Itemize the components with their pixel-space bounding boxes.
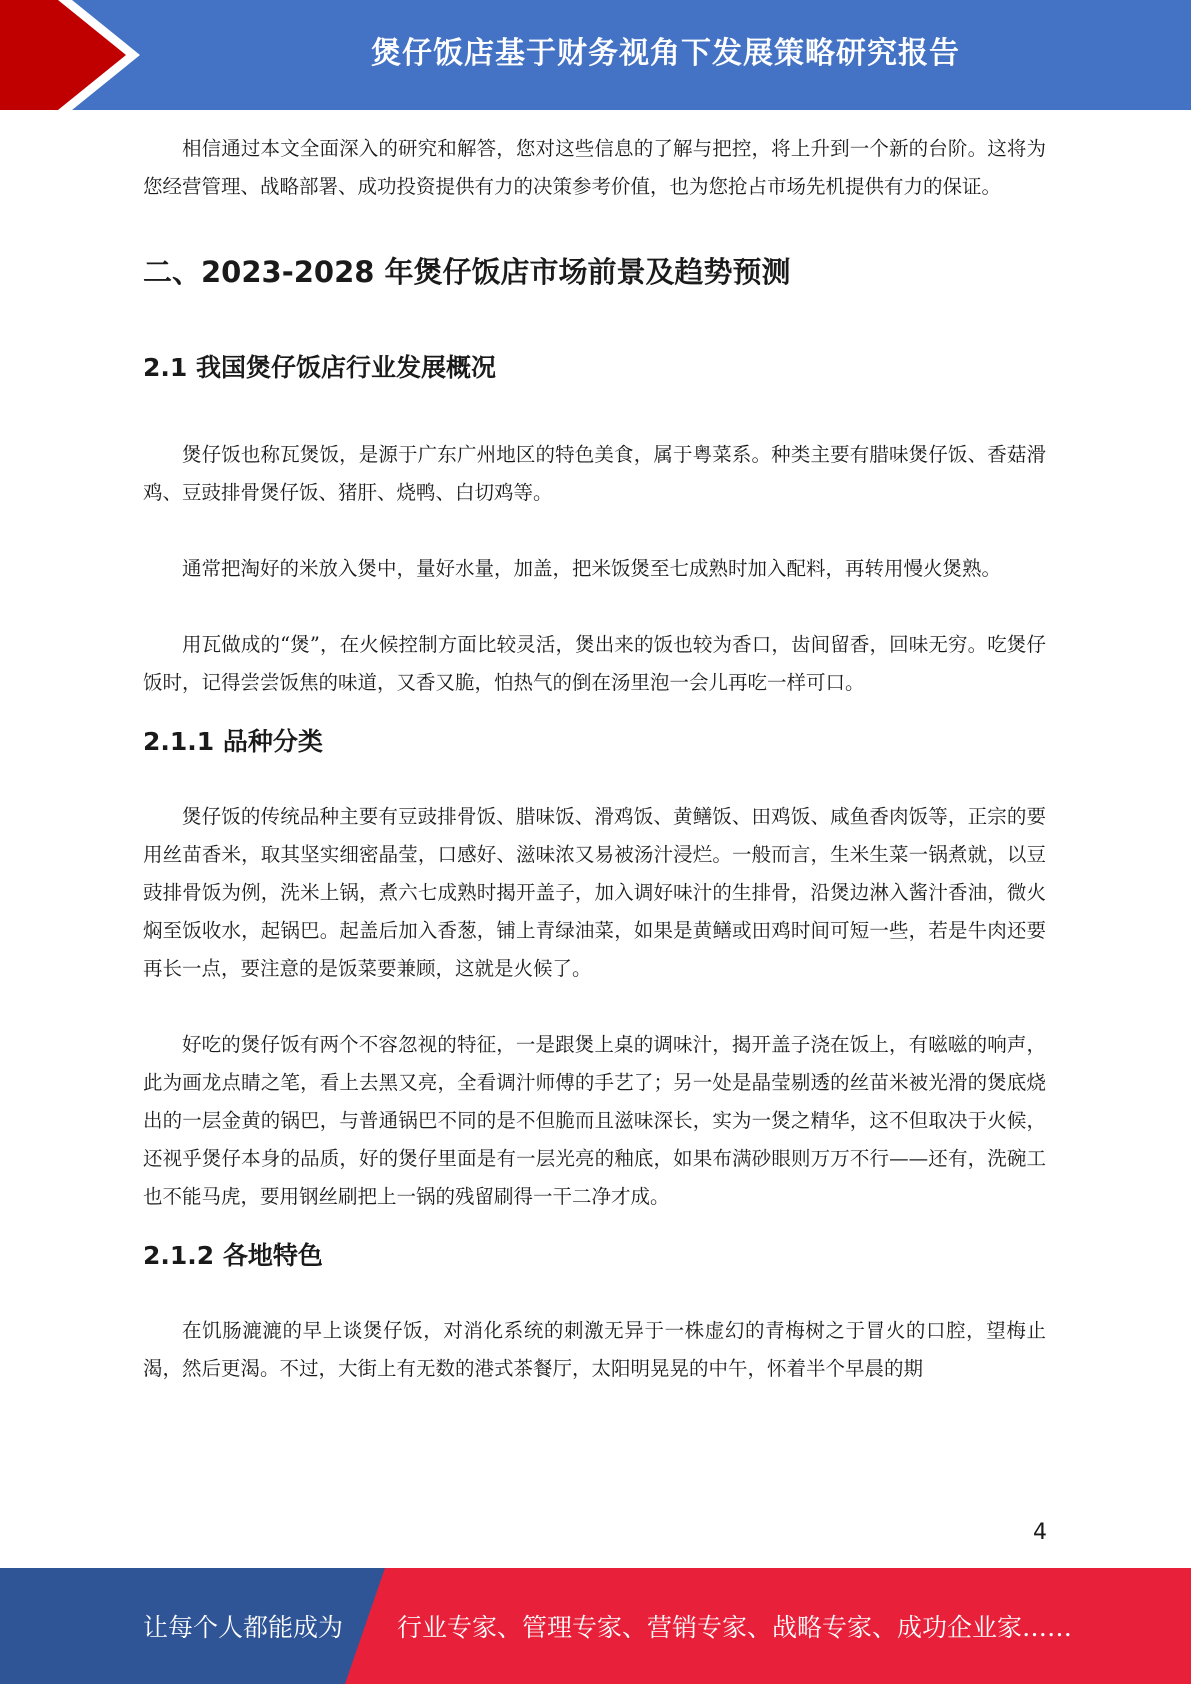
subsection-heading-2-1: 2.1 我国煲仔饭店行业发展概况 — [143, 353, 496, 382]
subsection-heading-2-1-1: 2.1.1 品种分类 — [143, 727, 323, 756]
page-number: 4 — [1033, 1520, 1047, 1545]
footer-slogan-right: 行业专家、管理专家、营销专家、战略专家、成功企业家…… — [397, 1613, 1073, 1642]
section-heading: 二、2023-2028 年煲仔饭店市场前景及趋势预测 — [143, 255, 791, 289]
paragraph: 通常把淘好的米放入煲中，量好水量，加盖，把米饭煲至七成熟时加入配料，再转用慢火煲熟。 — [182, 557, 1002, 580]
paragraph: 在饥肠漉漉的早上谈煲仔饭，对消化系统的刺激无异于一株虚幻的青梅树之于冒火的口腔，望梅止渴，然后更渴。不过，大街上有无数的港式茶餐厅，太阳明晃晃的中午，怀着半个早晨的期 — [143, 1319, 1046, 1380]
intro-paragraph: 相信通过本文全面深入的研究和解答，您对这些信息的了解与把控，将上升到一个新的台阶。这将为您经营管理、战略部署、成功投资提供有力的决策参考价值，也为您抢占市场先机提供有力的保证。 — [143, 137, 1046, 198]
subsection-heading-2-1-2: 2.1.2 各地特色 — [143, 1241, 323, 1270]
paragraph: 煲仔饭的传统品种主要有豆豉排骨饭、腊味饭、滑鸡饭、黄鳝饭、田鸡饭、咸鱼香肉饭等，正宗的要用丝苗香米，取其坚实细密晶莹，口感好、滋味浓又易被汤汁浸烂。一般而言，生米生菜一锅煮就，以豆豉排骨饭为例，洗米上锅，煮六七成熟时揭开盖子，加入调好味汁的生排骨，沿煲边淋入酱汁香油，微火焖至饭收水，起锅巴。起盖后加入香葱，铺上青绿油菜，如果是黄鳝或田鸡时间可短一些，若是牛肉还要再长一点，要注意的是饭菜要兼顾，这就是火候了。 — [143, 805, 1046, 980]
paragraph: 用瓦做成的“煲”，在火候控制方面比较灵活，煲出来的饭也较为香口，齿间留香，回味无穷。吃煲仔饭时，记得尝尝饭焦的味道，又香又脆，怕热气的倒在汤里泡一会儿再吃一样可口。 — [143, 633, 1046, 694]
page-content — [143, 130, 1046, 1388]
report-title: 煲仔饭店基于财务视角下发展策略研究报告 — [371, 36, 960, 71]
paragraph: 煲仔饭也称瓦煲饭，是源于广东广州地区的特色美食，属于粤菜系。种类主要有腊味煲仔饭、香菇滑鸡、豆豉排骨煲仔饭、猪肝、烧鸭、白切鸡等。 — [143, 443, 1046, 504]
paragraph: 好吃的煲仔饭有两个不容忽视的特征，一是跟煲上桌的调味汁，揭开盖子浇在饭上，有嗞嗞的响声，此为画龙点睛之笔，看上去黑又亮，全看调汁师傅的手艺了；另一处是晶莹剔透的丝苗米被光滑的煲底烧出的一层金黄的锅巴，与普通锅巴不同的是不但脆而且滋味深长，实为一煲之精华，这不但取决于火候，还视乎煲仔本身的品质，好的煲仔里面是有一层光亮的釉底，如果布满砂眼则万万不行——还有，洗碗工也不能马虎，要用钢丝刷把上一锅的残留刷得一干二净才成。 — [143, 1033, 1046, 1208]
page-header — [0, 0, 1191, 110]
page-footer — [0, 1568, 1191, 1684]
footer-slogan-left: 让每个人都能成为 — [143, 1613, 344, 1642]
